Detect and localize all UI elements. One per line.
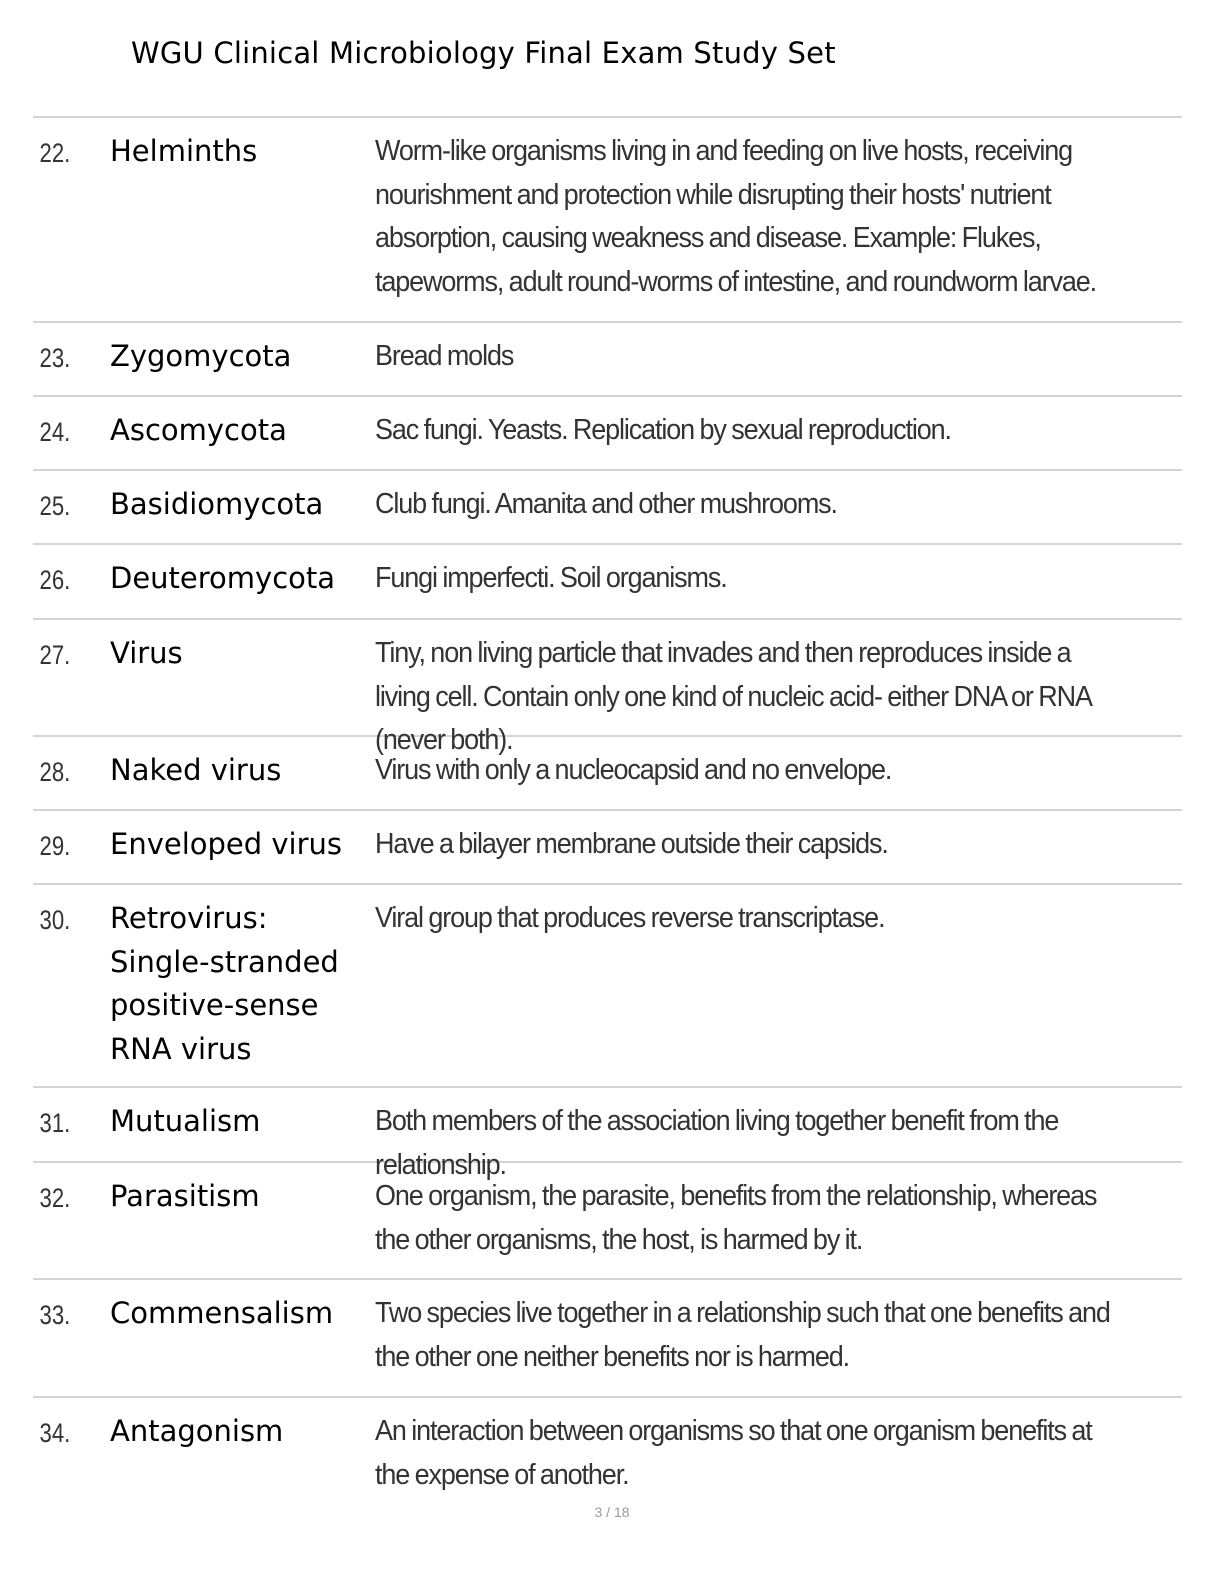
table-row [33,1280,1182,1398]
row-term: Commensalism [110,1296,334,1330]
table-row [33,471,1182,545]
row-definition: Viral group that produces reverse transcriptase. [375,902,885,934]
table-row [33,1163,1182,1280]
row-definition: Tiny, non living particle that invades and then reproduces inside a living cell. Contain only one kind of nucleic acid- either DNA or RNA (never both). [375,637,1091,756]
row-definition: Both members of the association living together benefit from the relationship. [375,1105,1059,1181]
table-row [33,885,1182,1088]
table-row [33,1088,1182,1181]
row-definition: Sac fungi. Yeasts. Replication by sexual reproduction. [375,414,951,446]
row-number: 27. [39,640,71,670]
row-number: 29. [39,831,71,861]
row-definition: One organism, the parasite, benefits from the relationship, whereas the other organisms, the host, is harmed by it. [375,1180,1097,1256]
table-row [33,118,1182,323]
row-number: 23. [39,343,71,373]
row-number: 33. [39,1300,71,1330]
table-row [33,1398,1182,1503]
row-term: Deuteromycota [110,561,336,595]
row-definition: Have a bilayer membrane outside their capsids. [375,828,888,860]
row-definition: Virus with only a nucleocapsid and no envelope. [375,754,892,786]
row-number: 24. [39,417,71,447]
row-term: Parasitism [110,1179,260,1213]
row-term: Helminths [110,134,258,168]
row-number: 31. [39,1108,71,1138]
row-number: 34. [39,1418,71,1448]
row-number: 22. [39,138,71,168]
page-number: 3 / 18 [594,1504,630,1520]
row-term: Virus [110,636,183,670]
row-number: 25. [39,491,71,521]
row-term: Enveloped virus [110,827,343,861]
row-term: Antagonism [110,1414,284,1448]
row-definition: Bread molds [375,340,514,372]
row-term: Basidiomycota [110,487,324,521]
row-term: Naked virus [110,753,282,787]
row-term: Zygomycota [110,339,292,373]
document-title: WGU Clinical Microbiology Final Exam Study Set [131,36,836,70]
table-row [33,811,1182,885]
row-number: 32. [39,1183,71,1213]
row-definition: Worm-like organisms living in and feeding on live hosts, receiving nourishment and protection while disrupting their hosts' nutrient absorption, causing weakness and disease. Example: Flukes, tapeworms, adult round-worms of intestine, and roundworm larvae. [375,135,1097,298]
row-number: 28. [39,757,71,787]
row-term: Retrovirus: Single-stranded positive-sense RNA virus [110,901,339,1066]
table-row [33,323,1182,397]
row-term: Ascomycota [110,413,287,447]
row-term: Mutualism [110,1104,261,1138]
row-definition: An interaction between organisms so that one organism benefits at the expense of another. [375,1415,1092,1491]
row-definition: Club fungi. Amanita and other mushrooms. [375,488,837,520]
row-number: 30. [39,905,71,935]
table-row [33,545,1182,620]
row-definition: Two species live together in a relationship such that one benefits and the other one neither benefits nor is harmed. [375,1297,1110,1373]
row-number: 26. [39,565,71,595]
table-row [33,737,1182,811]
table-row [33,620,1182,756]
row-definition: Fungi imperfecti. Soil organisms. [375,562,727,594]
table-row [33,397,1182,471]
flashcard-table [33,116,1182,1503]
